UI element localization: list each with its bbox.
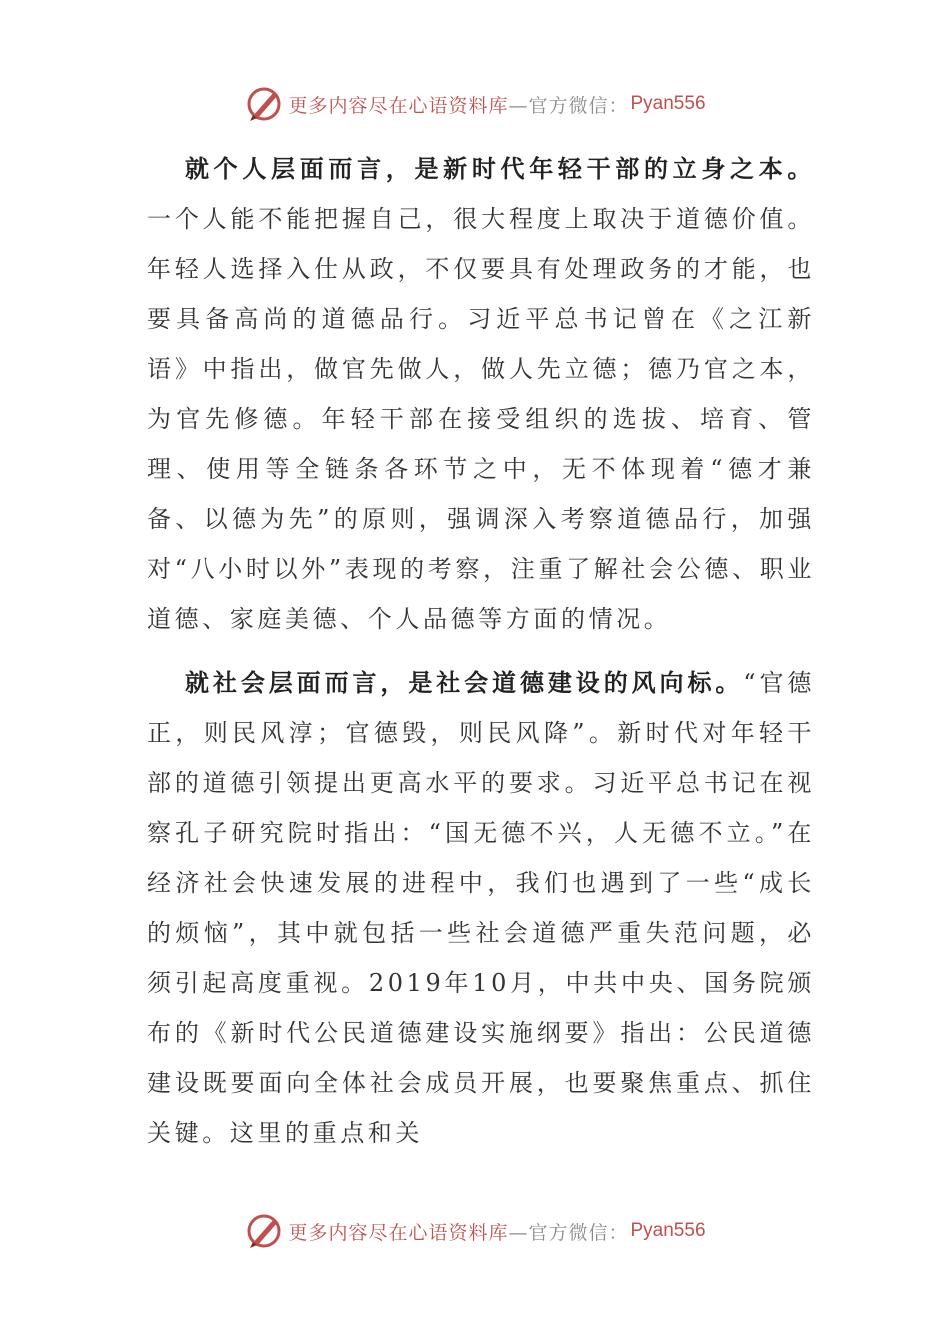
paragraph-text: 一个人能不能把握自己，很大程度上取决于道德价值。年轻人选择入仕从政，不仅要具有处理政务的才能，也要具备高尚的道德品行。习近平总书记曾在《之江新语》中指出，做官先做人，做人先立德；德乃官之本，为官先修德。年轻干部在接受组织的选拔、培育、管理、使用等全链条各环节之中，无不体现着“德才兼备、以德为先”的原则，强调深入考察道德品行，加强对“八小时以外”表现的考察，注重了解社会公德、职业道德、家庭美德、个人品德等方面的情况。 xyxy=(147,205,815,633)
watermark-brand: 更多内容尽在心语资料库 xyxy=(288,1221,509,1244)
watermark-label: —官方微信： xyxy=(508,94,629,117)
paragraph-lead: 就社会层面而言，是社会道德建设的风向标。 xyxy=(185,668,744,697)
watermark-wechat-id: Pyan556 xyxy=(630,93,706,114)
paragraph-lead: 就个人层面而言，是新时代年轻干部的立身之本。 xyxy=(185,154,815,183)
watermark-wechat-id: Pyan556 xyxy=(630,1220,706,1241)
watermark-label: —官方微信： xyxy=(508,1221,629,1244)
paragraph-social xyxy=(147,658,815,1158)
document-body xyxy=(147,144,815,1172)
paragraph-text: “官德正，则民风淳；官德毁，则民风降”。新时代对年轻干部的道德引领提出更高水平的要求。习近平总书记在视察孔子研究院时指出：“国无德不兴，人无德不立。”在经济社会快速发展的进程中，我们也遇到了一些“成长的烦恼”，其中就包括一些社会道德严重失范问题，必须引起高度重视。2019年10月，中共中央、国务院颁布的《新时代公民道德建设实施纲要》指出：公民道德建设既要面向全体社会成员开展，也要聚焦重点、抓住关键。这里的重点和关 xyxy=(147,669,815,1147)
paragraph-personal xyxy=(147,144,815,644)
pen-logo-icon xyxy=(244,84,284,124)
watermark-brand: 更多内容尽在心语资料库 xyxy=(288,94,509,117)
header-watermark xyxy=(0,80,950,128)
footer-watermark xyxy=(0,1207,950,1255)
pen-logo-icon xyxy=(244,1211,284,1251)
